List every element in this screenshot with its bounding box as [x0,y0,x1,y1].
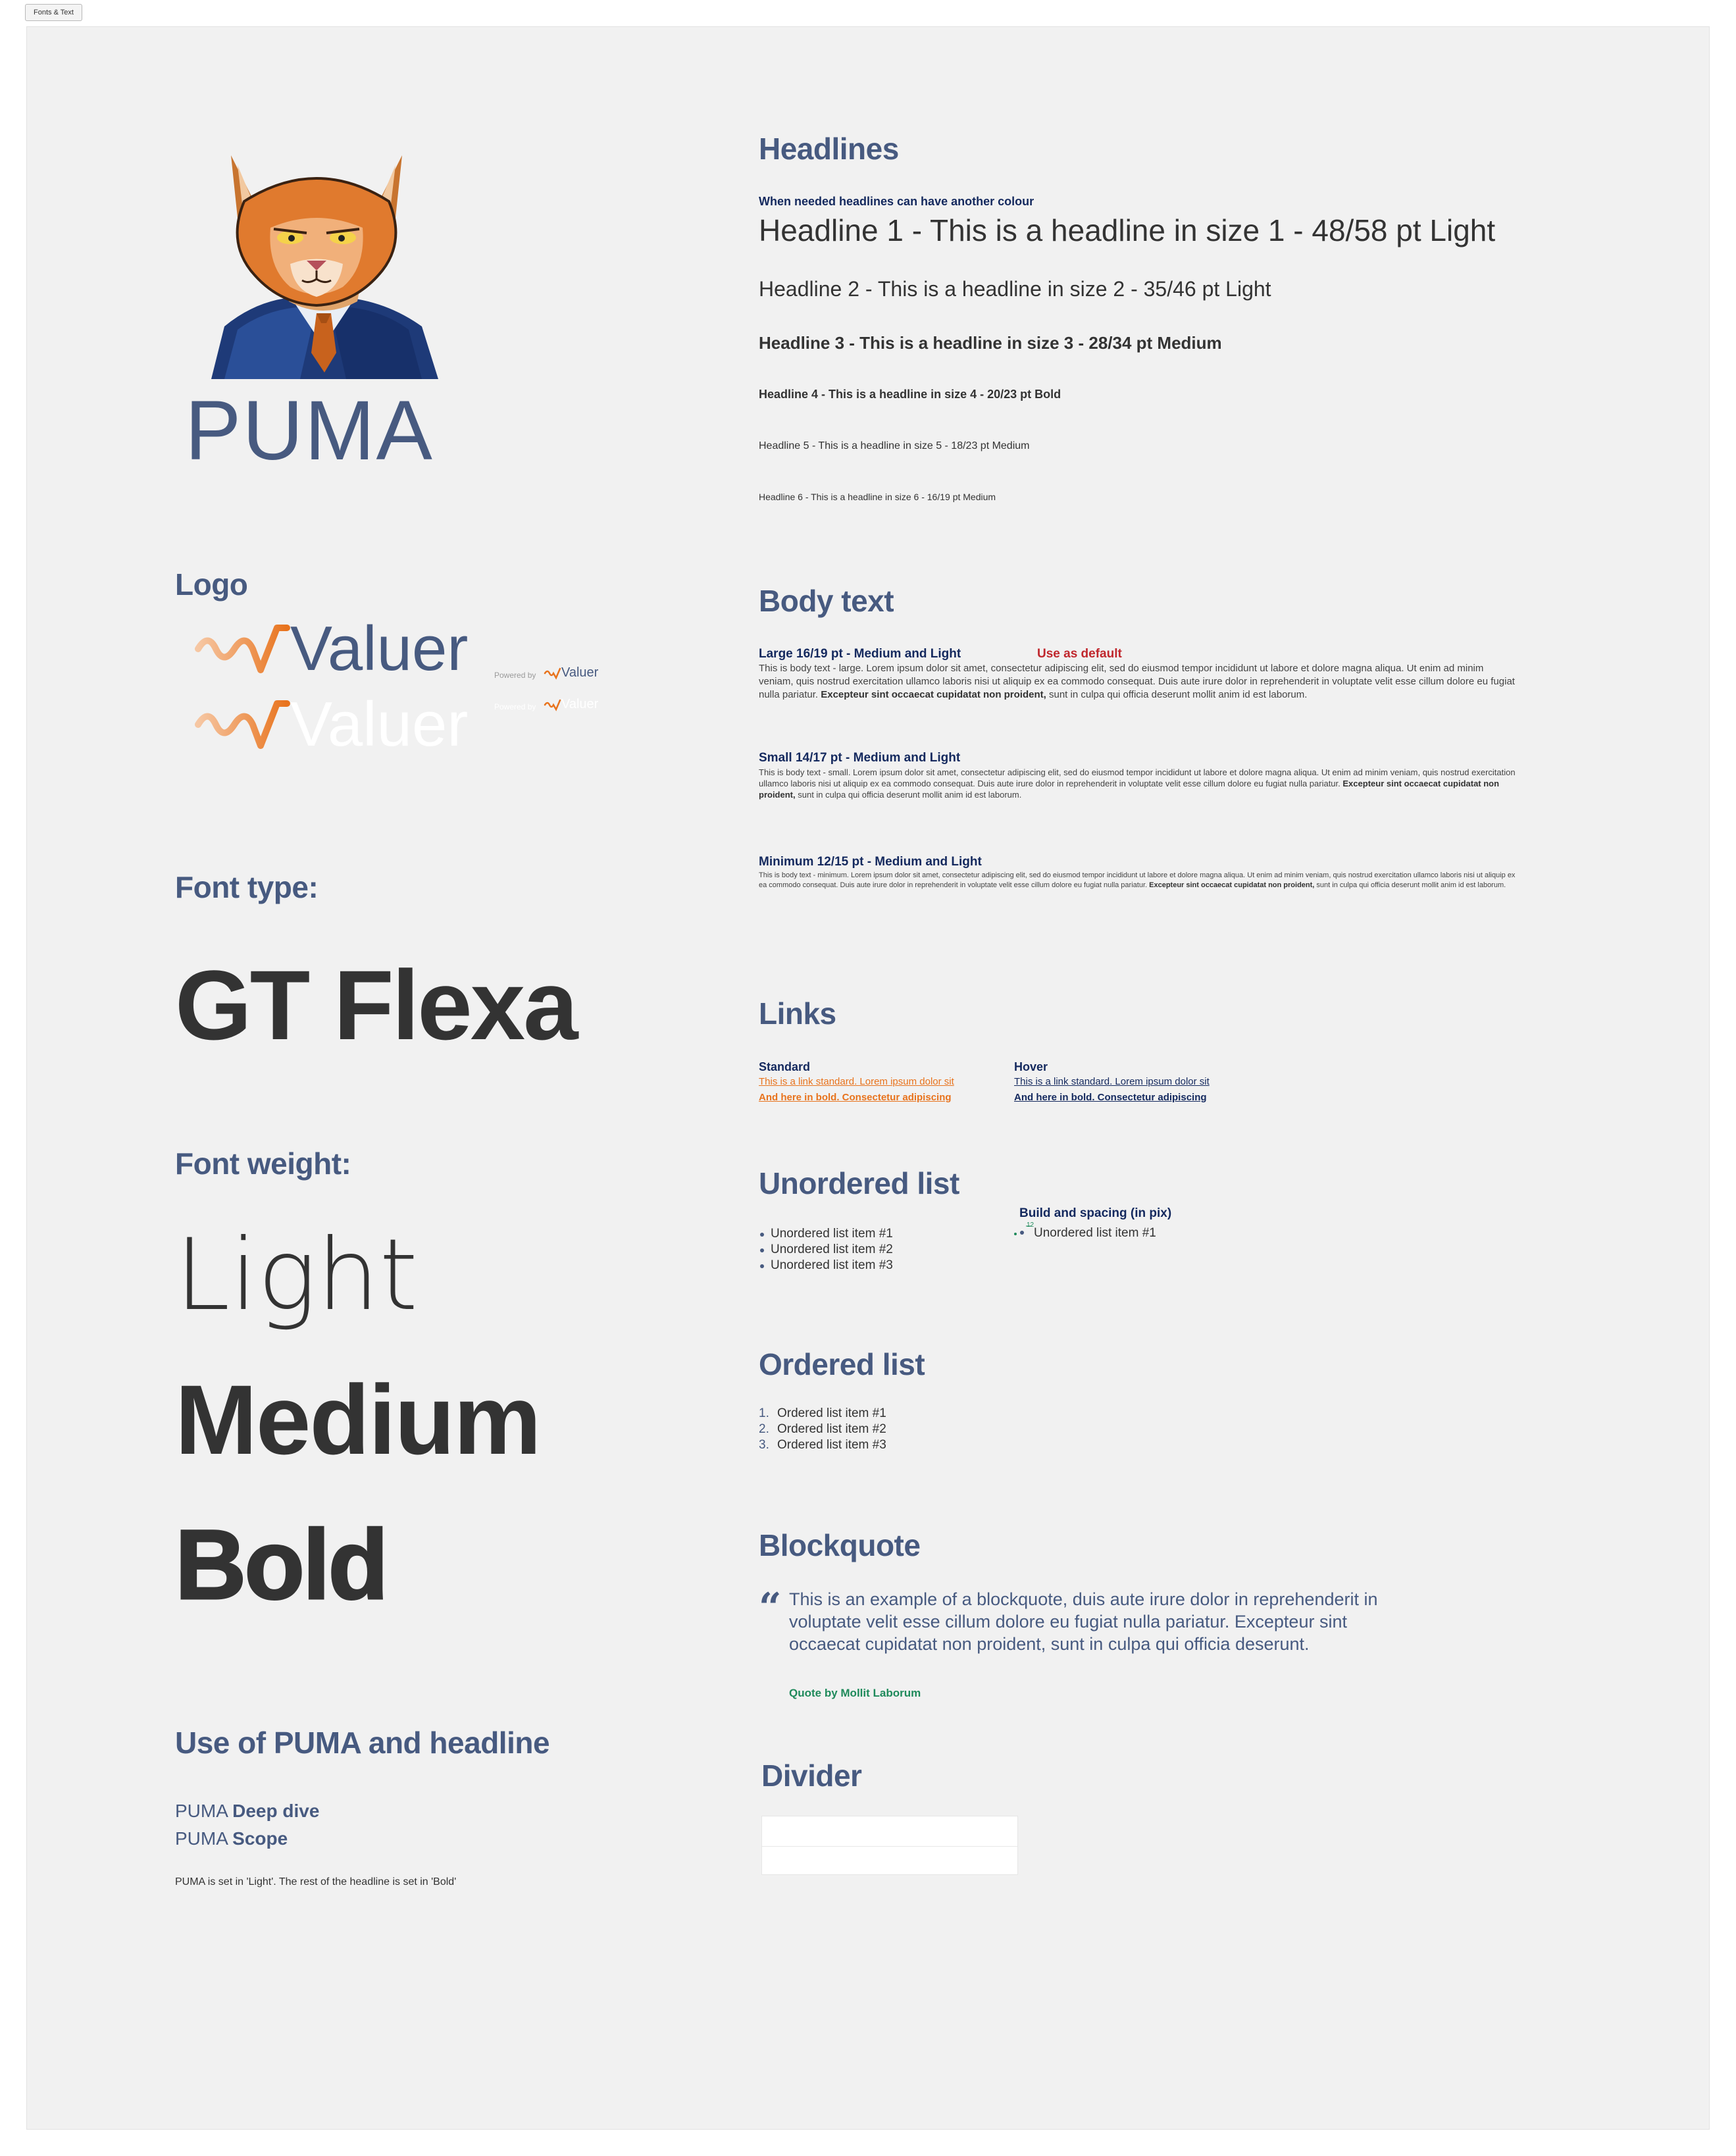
tab-fonts-text[interactable]: Fonts & Text [25,4,82,21]
logo-title: Logo [175,567,248,602]
powered-by-label: Powered by [494,671,536,680]
headline-6: Headline 6 - This is a headline in size 6 - 16/19 pt Medium [759,492,996,502]
font-weight-title: Font weight: [175,1146,351,1181]
weight-light: Light [175,1218,419,1333]
valuer-logo-mark-white-icon [195,698,294,751]
body-small-text: This is body text - small. Lorem ipsum dolor sit amet, consectetur adipiscing elit, sed do eiusmod tempor incididunt ut labore et dolore magna aliqua. Ut enim ad minim veniam, quis nostrud exercitation ullamco laboris nisi ut aliquip ex ea commodo consequat. Duis aute irure dolor in reprehenderit in voluptate velit esse cillum dolore eu fugiat nulla pariatur. Excepteur sint occaecat cupidatat non proident, sunt in culpa qui officia deserunt mollit anim id est laborum. [759,767,1516,800]
ordered-list-title: Ordered list [759,1347,925,1381]
list-item: 1. Ordered list item #1 [759,1406,886,1420]
list-item: Unordered list item #1 [759,1226,893,1242]
powered-by-logo-white-icon [544,698,563,711]
link-hover[interactable]: This is a link standard. Lorem ipsum dolor sit [1014,1076,1210,1087]
blockquote-title: Blockquote [759,1528,921,1562]
body-text-title: Body text [759,584,894,618]
use-as-default-label: Use as default [1037,647,1122,661]
powered-by-valuer-white: Valuer [561,697,599,711]
powered-by-valuer: Valuer [561,665,599,680]
divider-sample [761,1816,1018,1875]
links-title: Links [759,996,836,1031]
use-of-puma-title: Use of PUMA and headline [175,1726,550,1760]
headline-1: Headline 1 - This is a headline in size 1 - 48/58 pt Light [759,213,1496,247]
divider-title: Divider [761,1758,862,1793]
powered-by-label-white: Powered by [494,702,536,711]
link-standard[interactable]: This is a link standard. Lorem ipsum dolor sit [759,1076,954,1087]
spacing-list-item: Unordered list item #1 [1034,1226,1156,1240]
use-line-scope: PUMA Scope [175,1828,288,1849]
powered-by-logo-icon [544,667,563,680]
use-note: PUMA is set in 'Light'. The rest of the headline is set in 'Bold' [175,1876,457,1887]
valuer-wordmark-white: Valuer [290,689,469,759]
list-item: Unordered list item #3 [759,1258,893,1273]
puma-wordmark: PUMA [185,384,434,478]
style-guide-board [26,26,1710,2130]
divider-line [762,1846,1017,1847]
unordered-list-title: Unordered list [759,1166,959,1200]
ordered-list [759,1406,886,1453]
build-spacing-title: Build and spacing (in pix) [1019,1206,1172,1220]
blockquote-text: This is an example of a blockquote, duis aute irure dolor in reprehenderit in voluptate velit esse cillum dolore eu fugiat nulla pariatur. Excepteur sint occaecat cupidatat non proident, sunt in culpa qui officia deserunt. [789,1589,1378,1654]
use-line-deep-dive: PUMA Deep dive [175,1801,320,1821]
body-small-label: Small 14/17 pt - Medium and Light [759,751,961,765]
valuer-logo-mark-icon [195,623,294,675]
headline-4: Headline 4 - This is a headline in size 4 - 20/23 pt Bold [759,388,1061,401]
headline-3: Headline 3 - This is a headline in size 3 - 28/34 pt Medium [759,333,1222,353]
blockquote-author: Quote by Mollit Laborum [789,1687,921,1699]
body-min-label: Minimum 12/15 pt - Medium and Light [759,855,982,869]
font-type-value: GT Flexa [175,950,576,1060]
links-standard-label: Standard [759,1060,811,1073]
font-type-title: Font type: [175,870,319,904]
link-standard-bold[interactable]: And here in bold. Consectetur adipiscing [759,1092,952,1103]
headline-2: Headline 2 - This is a headline in size 2 - 35/46 pt Light [759,277,1271,301]
links-hover-label: Hover [1014,1060,1048,1073]
quote-mark-icon: “ [759,1585,782,1631]
headlines-subtitle: When needed headlines can have another colour [759,195,1034,208]
spacing-value: 12 [1027,1221,1034,1229]
body-min-text: This is body text - minimum. Lorem ipsum dolor sit amet, consectetur adipiscing elit, sed do eiusmod tempor incididunt ut labore et dolore magna aliqua. Ut enim ad minim veniam, quis nostrud exercitation ullamco laboris nisi ut aliquip ex ea commodo consequat. Duis aute irure dolor in reprehenderit in voluptate velit esse cillum dolore eu fugiat nulla pariatur. Excepteur sint occaecat cupidatat non proident, sunt in culpa qui officia deserunt mollit anim id est laborum. [759,871,1516,889]
weight-medium: Medium [175,1364,540,1475]
headlines-title: Headlines [759,132,899,166]
list-item: Unordered list item #2 [759,1242,893,1258]
valuer-wordmark: Valuer [290,613,469,684]
link-hover-bold[interactable]: And here in bold. Consectetur adipiscing [1014,1092,1207,1103]
list-item: 3. Ordered list item #3 [759,1438,886,1452]
headline-5: Headline 5 - This is a headline in size 5 - 18/23 pt Medium [759,440,1030,451]
list-item: 2. Ordered list item #2 [759,1422,886,1436]
unordered-list [759,1226,893,1273]
body-large-text: This is body text - large. Lorem ipsum dolor sit amet, consectetur adipiscing elit, sed do eiusmod tempor incididunt ut labore et dolore magna aliqua. Ut enim ad minim veniam, quis nostrud exercitation ullamco laboris nisi ut aliquip ex ea commodo consequat. Duis aute irure dolor in reprehenderit in voluptate velit esse cillum dolore eu fugiat nulla pariatur. Excepteur sint occaecat cupidatat non proident, sunt in culpa qui officia deserunt mollit anim id est laborum. [759,663,1515,700]
body-large-label: Large 16/19 pt - Medium and Light [759,647,961,661]
puma-mascot-icon [185,129,461,379]
weight-bold: Bold [175,1509,387,1620]
